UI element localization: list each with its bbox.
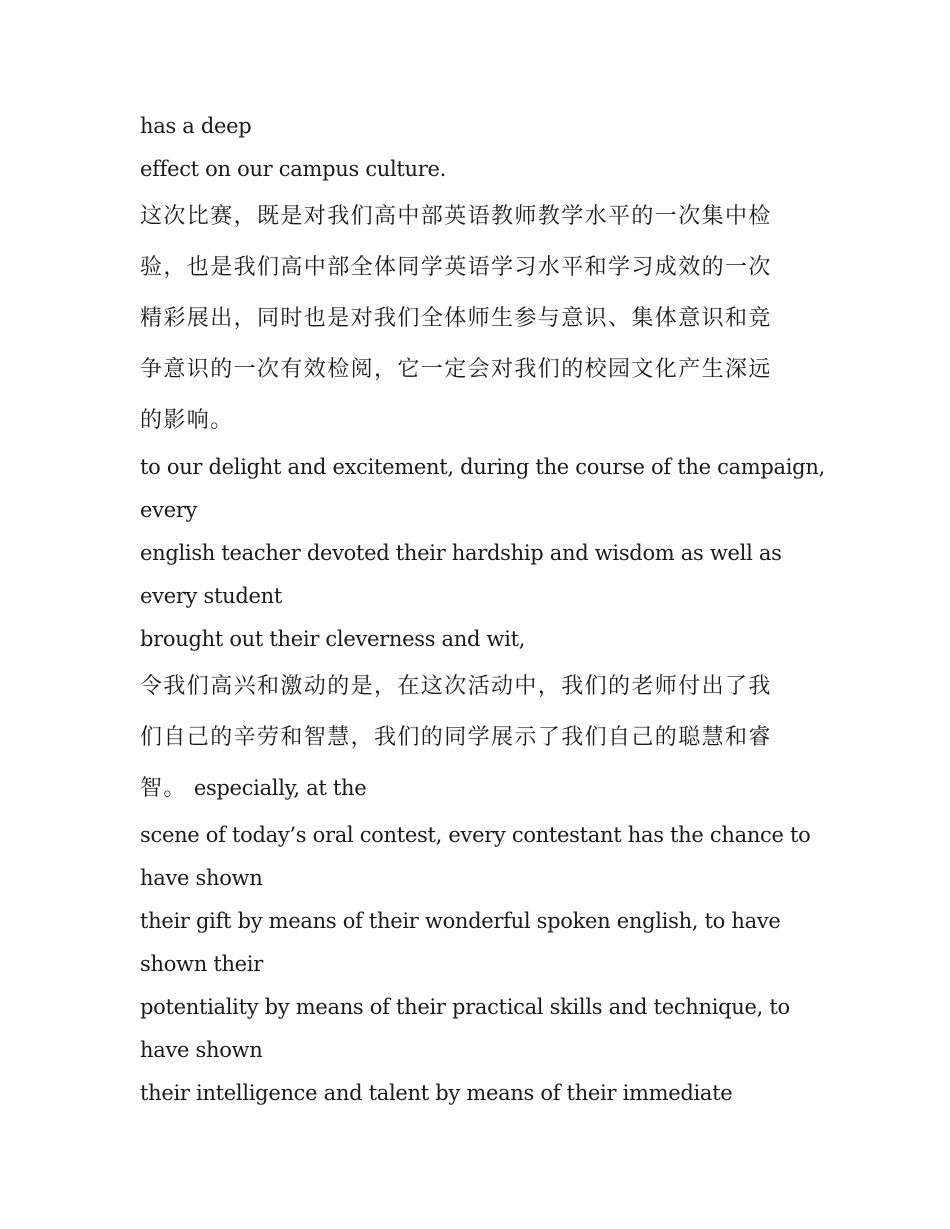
text-line: their gift by means of their wonderful spoken english, to have [140,909,781,933]
text-line: has a deep [140,114,252,138]
text-line: have shown [140,866,263,890]
text-line: english teacher devoted their hardship and wisdom as well as [140,541,782,565]
text-line-chinese: 令我们高兴和激动的是，在这次活动中，我们的老师付出了我 [140,674,772,699]
text-line: shown their [140,952,263,976]
text-line: brought out their cleverness and wit, [140,627,526,651]
text-line: scene of today’s oral contest, every contestant has the chance to [140,823,811,847]
document-body [140,105,830,1115]
text-line: potentiality by means of their practical skills and technique, to [140,995,790,1019]
text-line-chinese: 们自己的辛劳和智慧，我们的同学展示了我们自己的聪慧和睿 [140,725,772,750]
text-line-chinese: 这次比赛，既是对我们高中部英语教师教学水平的一次集中检 [140,204,772,229]
text-line: to our delight and excitement, during the course of the campaign, [140,455,825,479]
text-line-chinese: 的影响。 [140,408,234,433]
text-segment-english: especially, at the [193,776,367,800]
text-line: every [140,498,198,522]
text-segment-chinese: 智。 [140,776,187,801]
text-line: have shown [140,1038,263,1062]
text-line: their intelligence and talent by means of their immediate [140,1081,733,1105]
text-line-chinese: 精彩展出，同时也是对我们全体师生参与意识、集体意识和竞 [140,306,772,331]
text-line-chinese: 争意识的一次有效检阅，它一定会对我们的校园文化产生深远 [140,357,772,382]
text-line: effect on our campus culture. [140,157,447,181]
text-line-mixed [140,763,830,814]
text-line: every student [140,584,282,608]
text-line-chinese: 验，也是我们高中部全体同学英语学习水平和学习成效的一次 [140,255,772,280]
